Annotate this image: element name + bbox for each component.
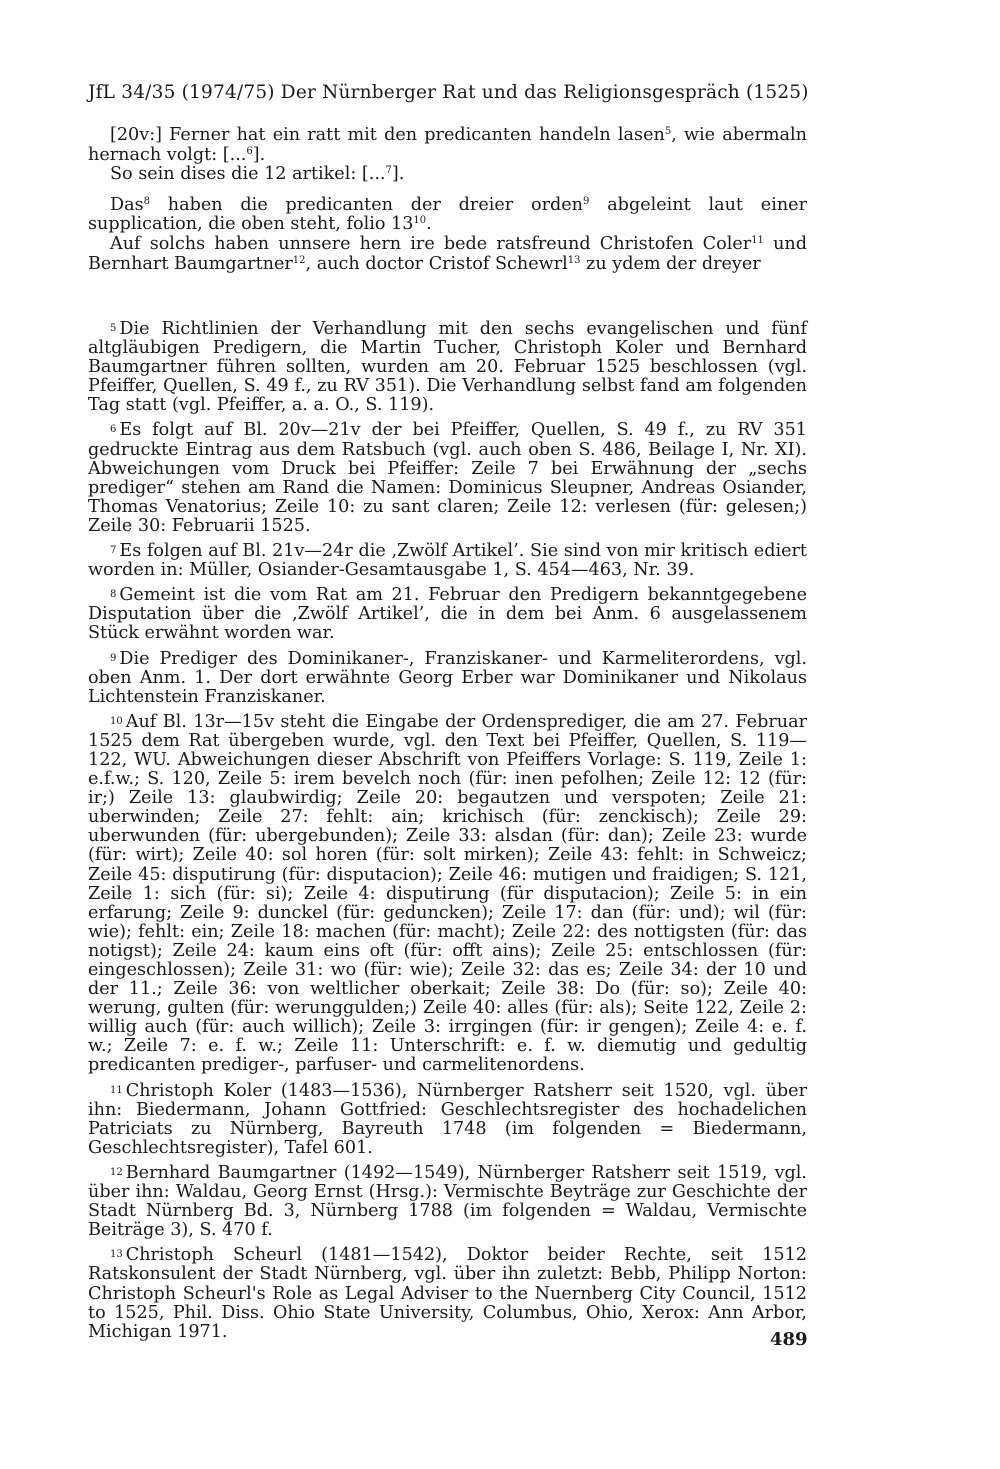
footnote-ref[interactable]: 9 xyxy=(583,195,590,207)
footnote xyxy=(88,712,807,1076)
body-paragraph: Das$^8$ haben die predicanten der dreier orden$^9$ abgeleint laut einer supplication, die oben steht, folio $13^{10}$. xyxy=(88,194,807,235)
footnote-number: 10 xyxy=(110,715,123,727)
body-paragraph: Auf solchs haben unnsere hern ire bede ratsfreund Christofen Coler$^{11}$ und Bernhart Baumgartner$^{12}$, auch doctor Cristof Schewrl$^{13}$ zu ydem der dreyer xyxy=(88,233,807,274)
footnote-number: 11 xyxy=(110,1084,123,1096)
footnote-text: Auf Bl. 13r—15v steht die Eingabe der Ordensprediger, die am 27. Februar 1525 dem Rat übergeben wurde, vgl. den Text bei Pfeiffer, Quellen, S. 119—122, WU. Abweichungen dieser Abschrift von Pfeiffers Vorlage: S. 119, Zeile 1: e.f.w.; S. 120, Zeile 5: irem bevelch noch (für: inen pefolhen; Zeile 12: 12 (für: ir;) Zeile 13: glaubwirdig; Zeile 20: begautzen und verspoten; Zeile 21: uberwinden; Zeile 27: fehlt: ain; krichisch (für: zenckisch); Zeile 29: uberwunden (für: ubergebunden); Zeile 33: alsdan (für: dan); Zeile 23: wurde (für: wirt); Zeile 40: sol horen (für: solt mirken); Zeile 43: fehlt: in Schweicz; Zeile 45: disputirung (für: disputacion); Zeile 46: mutigen und fraidigen; S. 121, Zeile 1: sich (für: si); Zeile 4: disputirung (für disputacion); Zeile 5: in ein erfarung; Zeile 9: dunckel (für: geduncken); Zeile 17: dan (für: und); wil (für: wie); fehlt: ein; Zeile 18: machen (für: macht); Zeile 22: des nottigsten (für: das notigst); Zeile 24: kaum eins oft (für: offt ains); Zeile 25: entschlossen (für: eingeschlossen); Zeile 31: wo (für: wie); Zeile 32: das es; Zeile 34: der 10 und der 11.; Zeile 36: von weltlicher oberkait; Zeile 38: Do (für: so); Zeile 40: werung, gulten (für: werunggulden;) Zeile 40: alles (für: als); Seite 122, Zeile 2: willig auch (für: auch willich); Zeile 3: irrgingen (für: ir gengen); Zeile 4: e. f. w.; Zeile 7: e. f. w.; Zeile 11: Unterschrift: e. f. w. diemutig und gedultig predicanten prediger-, parfuser- und carmelitenordens. xyxy=(88,711,807,1076)
footnote-text: Die Prediger des Dominikaner-, Franziskaner- und Karmeliterordens, vgl. oben Anm. 1. Der dort erwähnte Georg Erber war Dominikaner und Nikolaus Lichtenstein Franziskaner. xyxy=(88,648,807,707)
footnote xyxy=(88,541,807,580)
footnote-text: Bernhard Baumgartner (1492—1549), Nürnberger Ratsherr seit 1519, vgl. über ihn: Waldau, Georg Ernst (Hrsg.): Vermischte Beyträge zur Geschichte der Stadt Nürnberg Bd. 3, Nürnberg 1788 (im folgenden = Waldau, Vermischte Beiträge 3), S. 470 f. xyxy=(88,1162,807,1241)
footnote-number: 13 xyxy=(110,1249,123,1261)
body-paragraph: [20v:] Ferner hat ein ratt mit den predicanten handeln lasen$^5$, wie abermaln hernach volgt: [...$^6$]. xyxy=(88,125,807,165)
running-header: JfL 34/35 (1974/75) Der Nürnberger Rat und das Religionsgespräch (1525) xyxy=(88,82,809,103)
footnotes-section xyxy=(88,319,807,1347)
body-paragraph: So sein dises die 12 artikel: [...$^7$]. xyxy=(110,164,405,185)
footnote-text: Es folgt auf Bl. 20v—21v der bei Pfeiffer, Quellen, S. 49 f., zu RV 351 gedruckte Eintrag aus dem Ratsbuch (vgl. auch oben S. 486, Beilage I, Nr. XI). Abweichungen vom Druck bei Pfeiffer: Zeile 7 bei Erwähnung der „sechs prediger“ stehen am Rand die Namen: Dominicus Sleupner, Andreas Osiander, Thomas Venatorius; Zeile 10: zu sant claren; Zeile 12: verlesen (für: gelesen;) Zeile 30: Februarii 1525. xyxy=(88,420,807,536)
footnote xyxy=(88,420,807,536)
footnote xyxy=(88,585,807,643)
footnote xyxy=(88,1245,807,1341)
footnote-text: Gemeint ist die vom Rat am 21. Februar den Predigern bekanntgegebene Disputation über die ‚Zwölf Artikel’, die in dem bei Anm. 6 ausgelassenem Stück erwähnt worden war. xyxy=(88,585,807,644)
footnote-ref[interactable]: 12 xyxy=(292,254,306,266)
footnote-ref[interactable]: 10 xyxy=(413,215,427,227)
footnote xyxy=(88,1163,807,1240)
footnote-number: 7 xyxy=(110,545,117,557)
footnote-number: 6 xyxy=(110,424,117,436)
footnote xyxy=(88,1081,807,1158)
footnote-number: 9 xyxy=(110,652,117,664)
footnote-ref[interactable]: 13 xyxy=(567,254,581,266)
page-number: 489 xyxy=(770,1329,808,1350)
footnote-ref[interactable]: 7 xyxy=(385,165,392,177)
footnote xyxy=(88,649,807,707)
footnote-number: 5 xyxy=(110,323,117,334)
footnote-number: 8 xyxy=(110,589,117,601)
footnote-text: Christoph Koler (1483—1536), Nürnberger Ratsherr seit 1520, vgl. über ihn: Biedermann, Johann Gottfried: Geschlechtsregister des hochadelichen Patriciats zu Nürnberg, Bayreuth 1748 (im folgenden = Biedermann, Geschlechtsregister), Tafel 601. xyxy=(88,1080,807,1158)
footnote xyxy=(88,319,807,415)
footnote-text: Die Richtlinien der Verhandlung mit den sechs evangelischen und fünf altgläubigen Predigern, die Martin Tucher, Christoph Koler und Bernhard Baumgartner führen sollten, wurden am 20. Februar 1525 beschlossen (vgl. Pfeiffer, Quellen, S. 49 f., zu RV 351). Die Verhandlung selbst fand am folgenden Tag statt (vgl. Pfeiffer, a. a. O., S. 119). xyxy=(88,319,807,416)
footnote-text: Es folgen auf Bl. 21v—24r die ‚Zwölf Artikel’. Sie sind von mir kritisch ediert worden in: Müller, Osiander-Gesamtausgabe 1, S. 454—463, Nr. 39. xyxy=(88,541,807,581)
footnote-ref[interactable]: 6 xyxy=(246,145,253,157)
footnote-text: Christoph Scheurl (1481—1542), Doktor beider Rechte, seit 1512 Ratskonsulent der Stadt Nürnberg, vgl. über ihn zuletzt: Bebb, Philipp Norton: Christoph Scheurl's Role as Legal Adviser to the Nuernberg City Council, 1512 to 1525, Phil. Diss. Ohio State University, Columbus, Ohio, Xerox: Ann Arbor, Michigan 1971. xyxy=(88,1245,807,1342)
footnote-number: 12 xyxy=(110,1166,123,1178)
footnote-ref[interactable]: 11 xyxy=(751,234,764,246)
footnote-ref[interactable]: 5 xyxy=(664,126,672,137)
main-text xyxy=(88,126,807,274)
footnote-ref[interactable]: 8 xyxy=(143,195,150,207)
